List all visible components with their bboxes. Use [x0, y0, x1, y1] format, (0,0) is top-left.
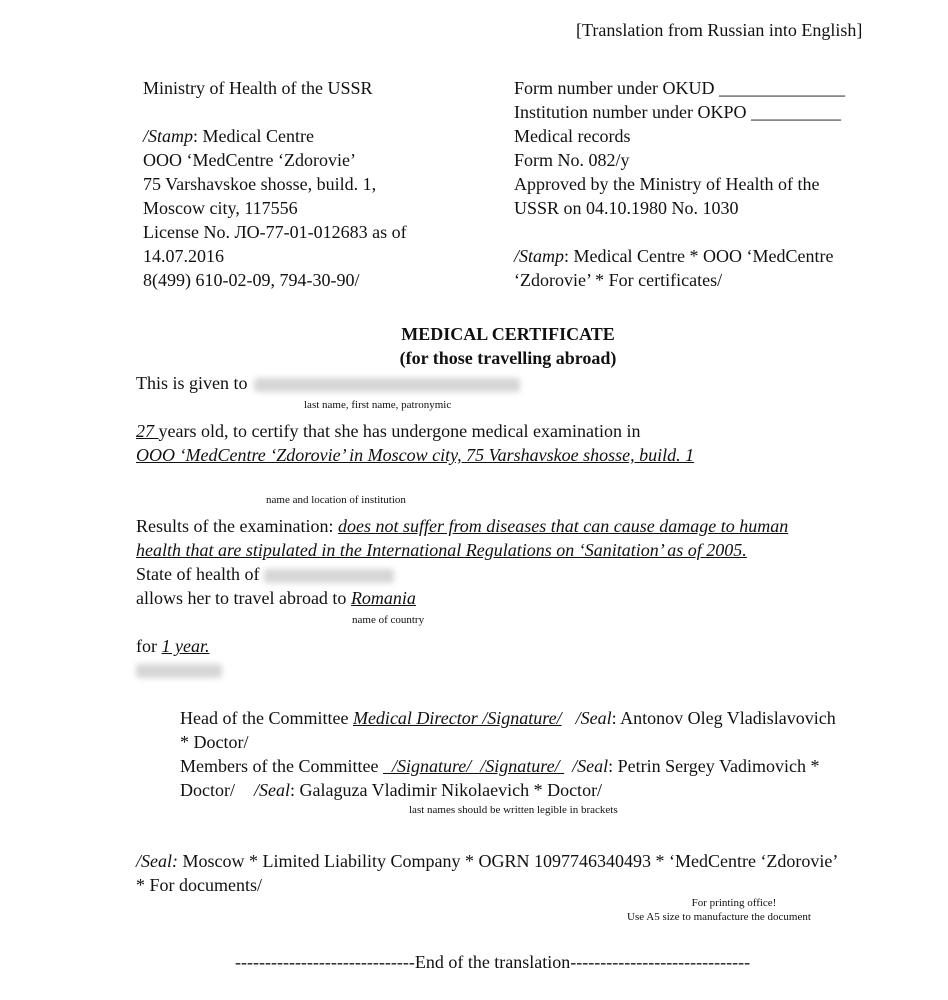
form-number-line: Form No. 082/y	[514, 150, 630, 170]
okud-line: Form number under OKUD ______________	[514, 78, 845, 98]
country-value: Romania	[350, 588, 416, 608]
print-note-1: For printing office!	[691, 897, 777, 909]
certificate-title: MEDICAL CERTIFICATE	[401, 324, 615, 344]
stamp-label: /Stamp	[143, 126, 194, 146]
period-value: 1 year.	[161, 636, 210, 656]
address-line-2: Moscow city, 117556	[143, 198, 298, 218]
cert-stamp-line-1	[514, 244, 845, 268]
redacted-initials	[264, 569, 394, 583]
results-line-1	[136, 514, 788, 538]
travel-text: allows her to travel abroad to	[136, 588, 351, 608]
age-line	[136, 419, 641, 443]
members-seal-label: /Seal	[572, 756, 609, 776]
company-seal-label: /Seal:	[136, 851, 178, 871]
age-value: 27	[136, 421, 159, 441]
phone-line: 8(499) 610-02-09, 794-30-90/	[143, 270, 360, 290]
members-value: /Signature/ /Signature/	[382, 756, 565, 776]
company-seal-line	[136, 849, 838, 873]
head-seal-text: : Antonov Oleg Vladislavovich	[611, 708, 836, 728]
issuer-block	[143, 76, 407, 292]
country-caption: name of country	[352, 614, 425, 626]
records-line: Medical records	[514, 126, 631, 146]
company-seal-line-2: * For documents/	[136, 875, 262, 895]
given-to-line	[136, 371, 520, 395]
members-committee-line	[180, 754, 819, 778]
cert-stamp-text: : Medical Centre * OOO ‘MedCentre	[564, 246, 834, 266]
results-value-2: health that are stipulated in the International Regulations on ‘Sanitation’ as of 2005.	[136, 540, 747, 560]
for-label: for	[136, 636, 162, 656]
redacted-date	[136, 662, 222, 680]
head-seal-text-2: * Doctor/	[180, 732, 249, 752]
members-label: Members of the Committee	[180, 756, 383, 776]
approved-line-1: Approved by the Ministry of Health of the	[514, 174, 820, 194]
members-seal-text-2: : Galaguza Vladimir Nikolaevich * Doctor/	[289, 780, 603, 800]
org-line: OOO ‘MedCentre ‘Zdorovie’	[143, 150, 356, 170]
ministry-line: Ministry of Health of the USSR	[143, 78, 373, 98]
translation-header: [Translation from Russian into English]	[576, 20, 863, 40]
company-seal-text: Moscow * Limited Liability Company * OGRN 1097746340493 * ‘MedCentre ‘Zdorovie’	[178, 851, 839, 871]
end-of-translation: ------------------------------End of the translation------------------------------	[235, 952, 751, 972]
members-seal-text: : Petrin Sergey Vadimovich *	[608, 756, 820, 776]
state-label: State of health of	[136, 564, 264, 584]
members-seal-label-2: /Seal	[253, 780, 290, 800]
period-line	[136, 634, 210, 658]
certificate-subtitle: (for those travelling abroad)	[399, 348, 617, 368]
stamp-line	[143, 124, 407, 148]
age-text: years old, to certify that she has undergone medical examination in	[158, 421, 641, 441]
redacted-name	[254, 378, 520, 392]
cert-stamp-line-2: ‘Zdorovie’ * For certificates/	[514, 270, 723, 290]
results-value-1: does not suffer from diseases that can cause damage to human	[337, 516, 789, 536]
name-caption: last name, first name, patronymic	[304, 399, 452, 411]
results-label: Results of the examination:	[136, 516, 338, 536]
state-of-health-line	[136, 562, 394, 586]
institution-value: OOO ‘MedCentre ‘Zdorovie’ in Moscow city, 75 Varshavskoe shosse, build. 1	[136, 445, 695, 465]
approved-line-2: USSR on 04.10.1980 No. 1030	[514, 198, 739, 218]
okpo-line: Institution number under OKPO __________	[514, 102, 841, 122]
form-info-block	[514, 76, 845, 292]
names-caption: last names should be written legible in brackets	[409, 804, 618, 816]
address-line-1: 75 Varshavskoe shosse, build. 1,	[143, 174, 377, 194]
members-line-2	[180, 778, 602, 802]
print-note-2: Use A5 size to manufacture the document	[627, 911, 811, 923]
members-doctor: Doctor/	[180, 780, 235, 800]
license-line-2: 14.07.2016	[143, 246, 224, 266]
head-label: Head of the Committee	[180, 708, 353, 728]
license-line-1: License No. ЛО-77-01-012683 as of	[143, 222, 407, 242]
head-committee-line	[180, 706, 836, 730]
stamp-text: : Medical Centre	[193, 126, 314, 146]
cert-stamp-label: /Stamp	[514, 246, 565, 266]
head-value: Medical Director /Signature/	[352, 708, 562, 728]
travel-line	[136, 586, 416, 610]
institution-caption: name and location of institution	[266, 494, 406, 506]
head-seal-label: /Seal	[575, 708, 612, 728]
given-to-label: This is given to	[136, 373, 248, 393]
